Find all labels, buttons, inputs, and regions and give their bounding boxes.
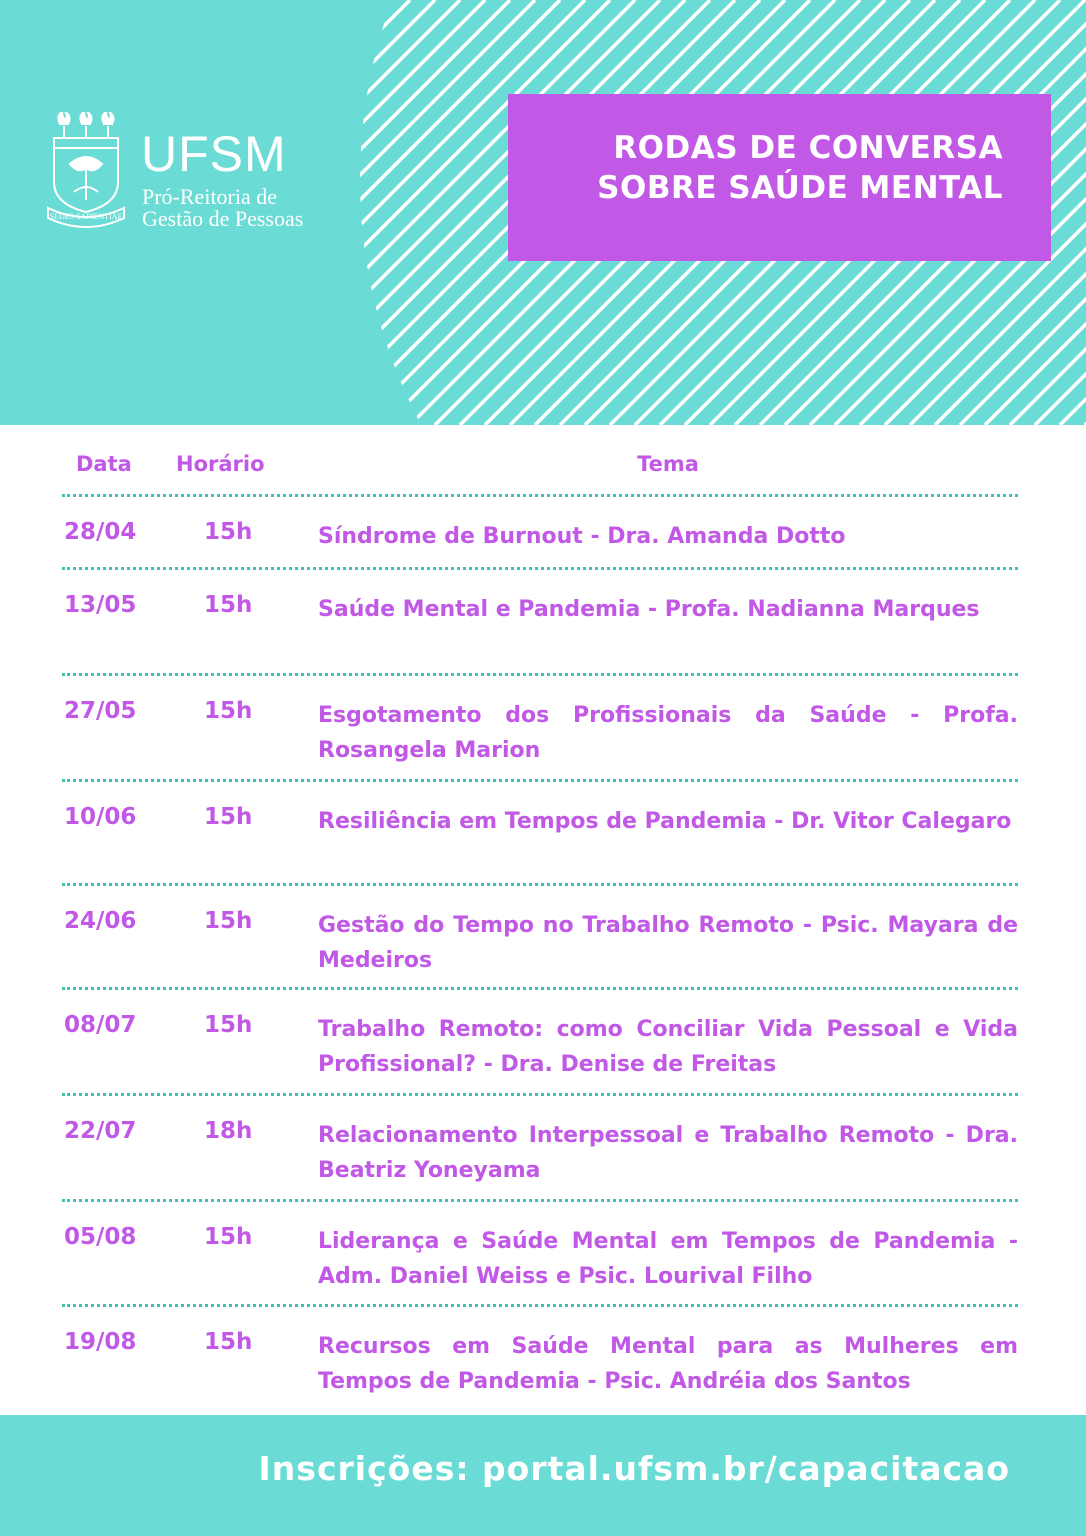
- table-row: [62, 990, 1018, 1096]
- table-row: [62, 676, 1018, 782]
- registration-link[interactable]: Inscrições: portal.ufsm.br/capacitacao: [258, 1449, 1010, 1488]
- ufsm-logo: [44, 112, 344, 237]
- row-date: 28/04: [64, 519, 137, 545]
- logo-subtitle: [142, 186, 303, 230]
- column-header-topic: Tema: [637, 452, 699, 476]
- title-box: [508, 94, 1051, 261]
- row-date: 08/07: [64, 1012, 137, 1038]
- column-header-time: Horário: [176, 452, 265, 476]
- row-date: 22/07: [64, 1118, 137, 1144]
- table-row: [62, 1096, 1018, 1202]
- table-row: [62, 886, 1018, 990]
- row-topic: Saúde Mental e Pandemia - Profa. Nadianna Marques: [318, 597, 980, 622]
- ufsm-emblem-icon: [44, 112, 128, 237]
- row-topic: Liderança e Saúde Mental em Tempos de Pandemia - Adm. Daniel Weiss e Psic. Lourival Filho: [318, 1229, 1018, 1289]
- row-topic: Recursos em Saúde Mental para as Mulheres em Tempos de Pandemia - Psic. Andréia dos Santos: [318, 1334, 1018, 1394]
- logo-subtitle-line2: Gestão de Pessoas: [142, 206, 304, 231]
- row-date: 19/08: [64, 1329, 137, 1355]
- table-row: [62, 1307, 1018, 1407]
- footer-banner: [0, 1415, 1086, 1536]
- schedule-table: [62, 448, 1018, 1407]
- row-time: 18h: [204, 1118, 253, 1144]
- table-row: [62, 570, 1018, 676]
- header-banner: [0, 0, 1086, 425]
- row-date: 10/06: [64, 804, 137, 830]
- table-header: [62, 448, 1018, 497]
- svg-text:SEDES SAPIENTIAE: SEDES SAPIENTIAE: [49, 212, 123, 221]
- logo-subtitle-line1: Pró-Reitoria de: [142, 184, 278, 209]
- row-date: 24/06: [64, 908, 137, 934]
- row-time: 15h: [204, 592, 253, 618]
- row-time: 15h: [204, 804, 253, 830]
- row-topic: Gestão do Tempo no Trabalho Remoto - Psic. Mayara de Medeiros: [318, 913, 1018, 973]
- row-topic: Relacionamento Interpessoal e Trabalho Remoto - Dra. Beatriz Yoneyama: [318, 1123, 1018, 1183]
- page-title-line1: RODAS DE CONVERSA: [613, 130, 1003, 166]
- row-date: 13/05: [64, 592, 137, 618]
- table-row: [62, 782, 1018, 886]
- table-row: [62, 1202, 1018, 1307]
- table-row: [62, 497, 1018, 570]
- column-header-date: Data: [76, 452, 132, 476]
- row-topic: Síndrome de Burnout - Dra. Amanda Dotto: [318, 524, 846, 549]
- page-title-line2: SOBRE SAÚDE MENTAL: [597, 170, 1003, 206]
- row-date: 27/05: [64, 698, 137, 724]
- row-time: 15h: [204, 698, 253, 724]
- row-date: 05/08: [64, 1224, 137, 1250]
- row-time: 15h: [204, 1224, 253, 1250]
- row-time: 15h: [204, 519, 253, 545]
- row-topic: Trabalho Remoto: como Conciliar Vida Pessoal e Vida Profissional? - Dra. Denise de Freitas: [318, 1017, 1018, 1077]
- row-topic: Resiliência em Tempos de Pandemia - Dr. Vitor Calegaro: [318, 809, 1012, 834]
- logo-ufsm-text: UFSM: [141, 126, 287, 182]
- row-time: 15h: [204, 908, 253, 934]
- row-topic: Esgotamento dos Profissionais da Saúde - Profa. Rosangela Marion: [318, 703, 1018, 763]
- row-time: 15h: [204, 1012, 253, 1038]
- row-time: 15h: [204, 1329, 253, 1355]
